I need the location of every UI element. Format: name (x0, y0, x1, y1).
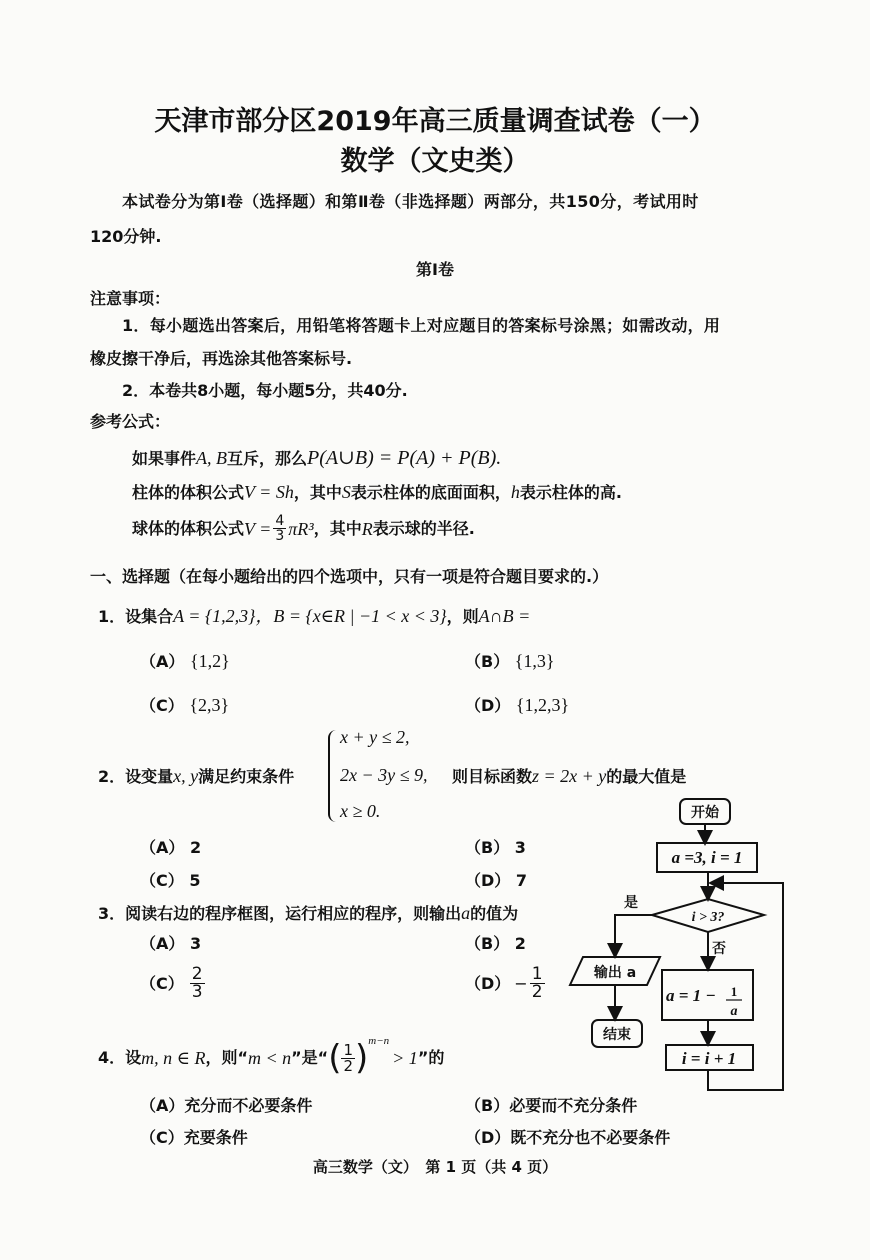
constraint-2: 2x − 3y ≤ 9, (340, 765, 428, 785)
q3-option-d[interactable]: （D） − $\frac{1}{2}$ (465, 964, 543, 1002)
q4-option-a[interactable]: （A）充分而不必要条件 (140, 1096, 313, 1115)
no-label: 否 (712, 941, 726, 957)
constraint-1: x + y ≤ 2, (340, 727, 410, 747)
update-a-den: a (730, 1004, 738, 1019)
q4-option-c[interactable]: （C）充要条件 (140, 1128, 248, 1147)
formula-probability: 如果事件A, B互斥，那么P(A∪B) = P(A) + P(B). (132, 447, 502, 469)
start-label: 开始 (691, 805, 719, 821)
intro-line: 本试卷分为第Ⅰ卷（选择题）和第Ⅱ卷（非选择题）两部分，共150分，考试用时 (122, 192, 699, 211)
exam-title: 天津市部分区2019年高三质量调查试卷（一） (154, 106, 716, 137)
question-1-stem: 1．设集合A = {1,2,3}，B = {x∈R | −1 < x < 3}，则A∩B = (98, 606, 531, 626)
condition-label: i > 3? (691, 910, 725, 925)
q2-option-c[interactable]: （C） 5 (140, 871, 201, 890)
yes-label: 是 (624, 895, 638, 911)
increment-label: i = i + 1 (681, 1049, 737, 1068)
part1-heading: 第Ⅰ卷 (416, 260, 454, 279)
q3-option-b[interactable]: （B） 2 (465, 934, 526, 953)
note-2: 2．本卷共8小题，每小题5分，共40分. (122, 381, 408, 400)
question-2-stem: 2．设变量x, y满足约束条件 (98, 766, 295, 786)
q1-option-a[interactable]: （A） {1,2} (140, 651, 230, 671)
end-label: 结束 (603, 1027, 631, 1043)
page-footer: 高三数学（文） 第 1 页（共 4 页） (312, 1158, 558, 1176)
output-label: 输出 a (593, 965, 637, 981)
notes-heading: 注意事项： (90, 289, 171, 308)
note-1-cont: 橡皮擦干净后，再选涂其他答案标号. (90, 349, 353, 368)
q2-option-b[interactable]: （B） 3 (465, 838, 526, 857)
q4-option-b[interactable]: （B）必要而不充分条件 (465, 1096, 638, 1115)
update-a-label: a = 1 − (666, 986, 716, 1005)
formula-prism-volume: 柱体的体积公式V = Sh，其中S表示柱体的底面面积，h表示柱体的高. (132, 482, 622, 502)
formula-sphere-volume: 球体的体积公式 V = $\frac{4}{3}$ πR³ ，其中 R 表示球的半径. (132, 513, 475, 544)
q2-option-a[interactable]: （A） 2 (140, 838, 202, 857)
q1-option-d[interactable]: （D） {1,2,3} (465, 695, 570, 715)
q4-option-d[interactable]: （D）既不充分也不必要条件 (465, 1128, 671, 1147)
q2-option-d[interactable]: （D） 7 (465, 871, 528, 890)
question-4-stem: 4．设 m, n ∈ R ，则“ m < n ”是“ ( 1 2 ) m−n > 1 ”的 (98, 1035, 445, 1078)
init-label: a =3, i = 1 (671, 848, 743, 867)
formula-heading: 参考公式： (90, 412, 171, 431)
update-a-num: 1 (730, 984, 738, 999)
q3-option-a[interactable]: （A） 3 (140, 934, 202, 953)
q1-option-c[interactable]: （C） {2,3} (140, 695, 230, 715)
question-2-stem-cont: 则目标函数z = 2x + y的最大值是 (452, 766, 687, 786)
q1-option-b[interactable]: （B） {1,3} (465, 651, 555, 671)
intro-line: 120分钟. (90, 227, 162, 246)
exam-subtitle: 数学（文史类） (340, 146, 530, 177)
q3-option-c[interactable]: （C） 2 3 (140, 964, 203, 1002)
question-3-stem: 3．阅读右边的程序框图，运行相应的程序，则输出a的值为 (98, 903, 519, 923)
constraint-3: x ≥ 0. (340, 801, 381, 821)
section-heading: 一、选择题（在每小题给出的四个选项中，只有一项是符合题目要求的.） (90, 567, 609, 586)
note-1: 1．每小题选出答案后，用铅笔将答题卡上对应题目的答案标号涂黑；如需改动，用 (122, 316, 721, 335)
